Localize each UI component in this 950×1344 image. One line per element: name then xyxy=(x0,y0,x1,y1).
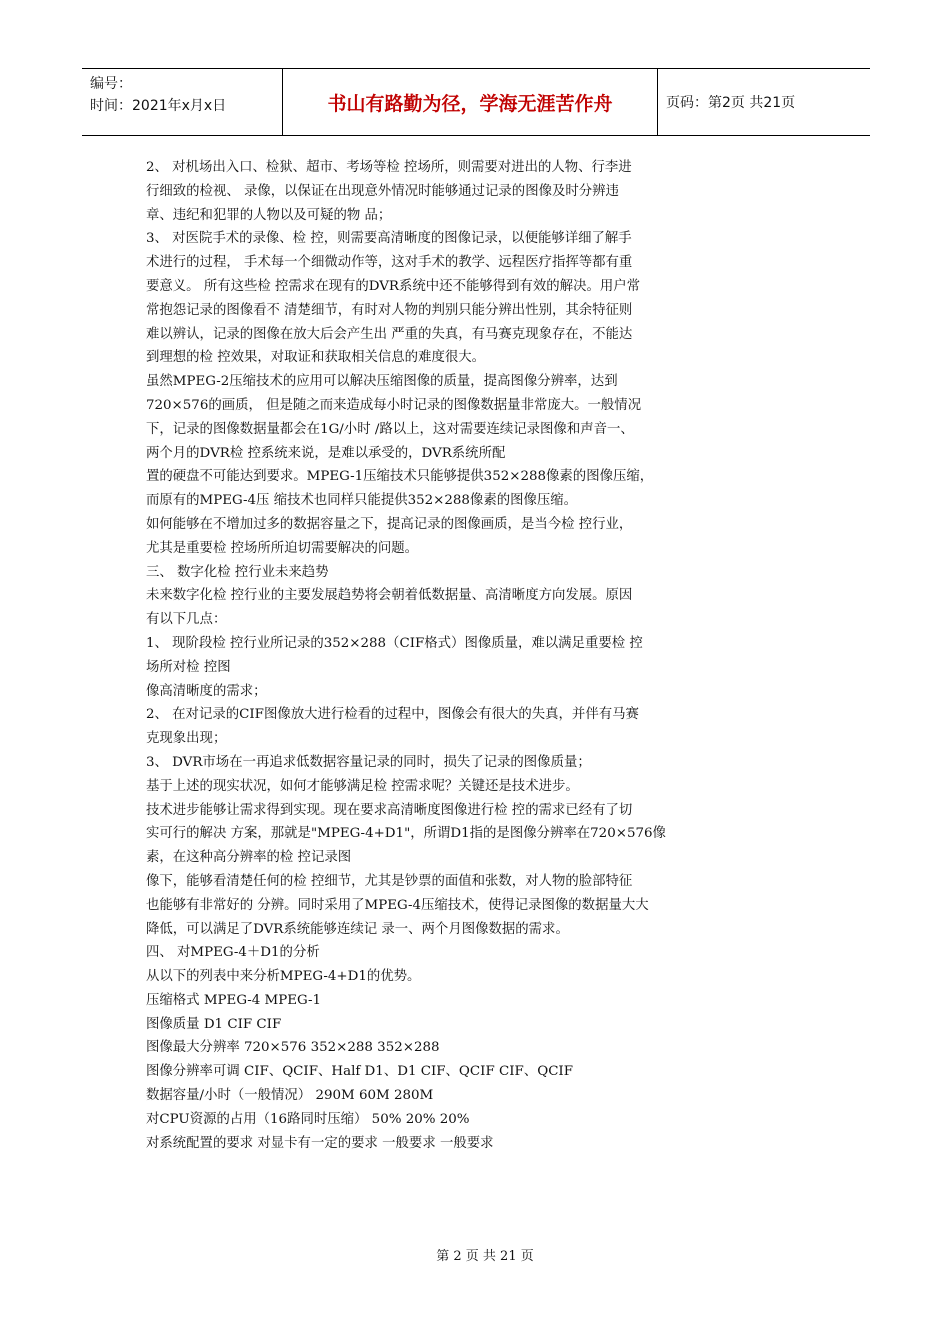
text-line: 而原有的MPEG-4压 缩技术也同样只能提供352×288像素的图像压缩。 xyxy=(146,493,578,509)
text-line: 行细致的检视、 录像，以保证在出现意外情况时能够通过记录的图像及时分辨违 xyxy=(146,183,619,199)
text-line: 场所对检 控图 xyxy=(146,659,231,675)
number-label: 编号： xyxy=(90,76,132,92)
document-body xyxy=(146,156,742,1155)
text-line: 压缩格式 MPEG-4 MPEG-1 xyxy=(146,992,322,1008)
header-motto: 书山有路勤为径，学海无涯苦作舟 xyxy=(282,69,658,135)
text-line: 2、 对机场出入口、检狱、超市、考场等检 控场所，则需要对进出的人物、行李进 xyxy=(146,160,632,175)
text-line: 对系统配置的要求 对显卡有一定的要求 一般要求 一般要求 xyxy=(146,1135,494,1151)
text-line: 基于上述的现实状况，如何才能够满足检 控需求呢？关键还是技术进步。 xyxy=(146,778,579,794)
text-line: 四、 对MPEG-4＋D1的分析 xyxy=(146,945,320,961)
text-line: 降低，可以满足了DVR系统能够连续记 录一、两个月图像数据的需求。 xyxy=(146,921,569,937)
text-line: 素，在这种高分辨率的检 控记录图 xyxy=(146,850,352,866)
text-line: 下，记录的图像数据量都会在1G/小时 /路以上，这对需要连续记录图像和声音一、 xyxy=(146,421,634,437)
text-line: 数据容量/小时（一般情况） 290M 60M 280M xyxy=(146,1088,434,1104)
text-line: 对CPU资源的占用（16路同时压缩） 50% 20% 20% xyxy=(146,1111,470,1127)
text-line: 如何能够在不增加过多的数据容量之下，提高记录的图像画质，是当今检 控行业， xyxy=(146,516,633,532)
text-line: 像高清晰度的需求； xyxy=(146,683,267,699)
text-line: 2、 在对记录的CIF图像放大进行检看的过程中，图像会有很大的失真，并伴有马赛 xyxy=(146,707,639,723)
text-line: 像下，能够看清楚任何的检 控细节，尤其是钞票的面值和张数，对人物的脸部特征 xyxy=(146,873,633,889)
text-line: 三、 数字化检 控行业未来趋势 xyxy=(146,564,329,580)
text-line: 尤其是重要检 控场所所迫切需要解决的问题。 xyxy=(146,540,419,556)
text-line: 3、 DVR市场在一再追求低数据容量记录的同时，损失了记录的图像质量； xyxy=(146,754,591,770)
text-line: 技术进步能够让需求得到实现。现在要求高清晰度图像进行检 控的需求已经有了切 xyxy=(146,802,633,818)
text-line: 章、违纪和犯罪的人物以及可疑的物 品； xyxy=(146,207,392,223)
text-line: 置的硬盘不可能达到要求。MPEG-1压缩技术只能够提供352×288像素的图像压缩， xyxy=(146,469,654,485)
text-line: 有以下几点： xyxy=(146,612,227,628)
text-line: 图像分辨率可调 CIF、QCIF、Half D1、D1 CIF、QCIF CIF、QCIF xyxy=(146,1064,574,1080)
text-line: 图像质量 D1 CIF CIF xyxy=(146,1016,282,1032)
text-line: 也能够有非常好的 分辨。同时采用了MPEG-4压缩技术，使得记录图像的数据量大大 xyxy=(146,897,649,913)
text-line: 实可行的解决 方案，那就是"MPEG-4+D1"，所谓D1指的是图像分辨率在720×576像 xyxy=(146,826,666,842)
text-line: 到理想的检 控效果，对取证和获取相关信息的难度很大。 xyxy=(146,350,486,366)
text-line: 虽然MPEG-2压缩技术的应用可以解决压缩图像的质量，提高图像分辨率，达到 xyxy=(146,374,618,390)
text-line: 术进行的过程， 手术每一个细微动作等，这对手术的教学、远程医疗指挥等都有重 xyxy=(146,255,633,271)
text-line: 常抱怨记录的图像看不 清楚细节，有时对人物的判别只能分辨出性别，其余特征则 xyxy=(146,302,633,318)
page-footer: 第 2 页 共 21 页 xyxy=(436,1249,534,1264)
text-line: 1、 现阶段检 控行业所记录的352×288（CIF格式）图像质量，难以满足重要检 控 xyxy=(146,635,643,651)
text-line: 克现象出现； xyxy=(146,731,227,747)
date-label: 时间：2021年x月x日 xyxy=(90,98,227,114)
text-line: 从以下的列表中来分析MPEG-4+D1的优势。 xyxy=(146,969,421,985)
page-header xyxy=(82,68,870,136)
text-line: 难以辨认，记录的图像在放大后会产生出 严重的失真，有马赛克现象存在，不能达 xyxy=(146,326,633,342)
header-page-label: 页码：第2页 共21页 xyxy=(666,95,796,111)
text-line: 720×576的画质， 但是随之而来造成每小时记录的图像数据量非常庞大。一般情况 xyxy=(146,397,642,413)
text-line: 图像最大分辨率 720×576 352×288 352×288 xyxy=(146,1040,440,1056)
text-line: 两个月的DVR检 控系统来说，是难以承受的，DVR系统所配 xyxy=(146,445,506,461)
header-meta xyxy=(82,69,282,135)
text-line: 要意义。 所有这些检 控需求在现有的DVR系统中还不能够得到有效的解决。用户常 xyxy=(146,278,641,294)
text-line: 未来数字化检 控行业的主要发展趋势将会朝着低数据量、高清晰度方向发展。原因 xyxy=(146,588,633,604)
text-line: 3、 对医院手术的录像、检 控，则需要高清晰度的图像记录，以便能够详细了解手 xyxy=(146,231,632,247)
